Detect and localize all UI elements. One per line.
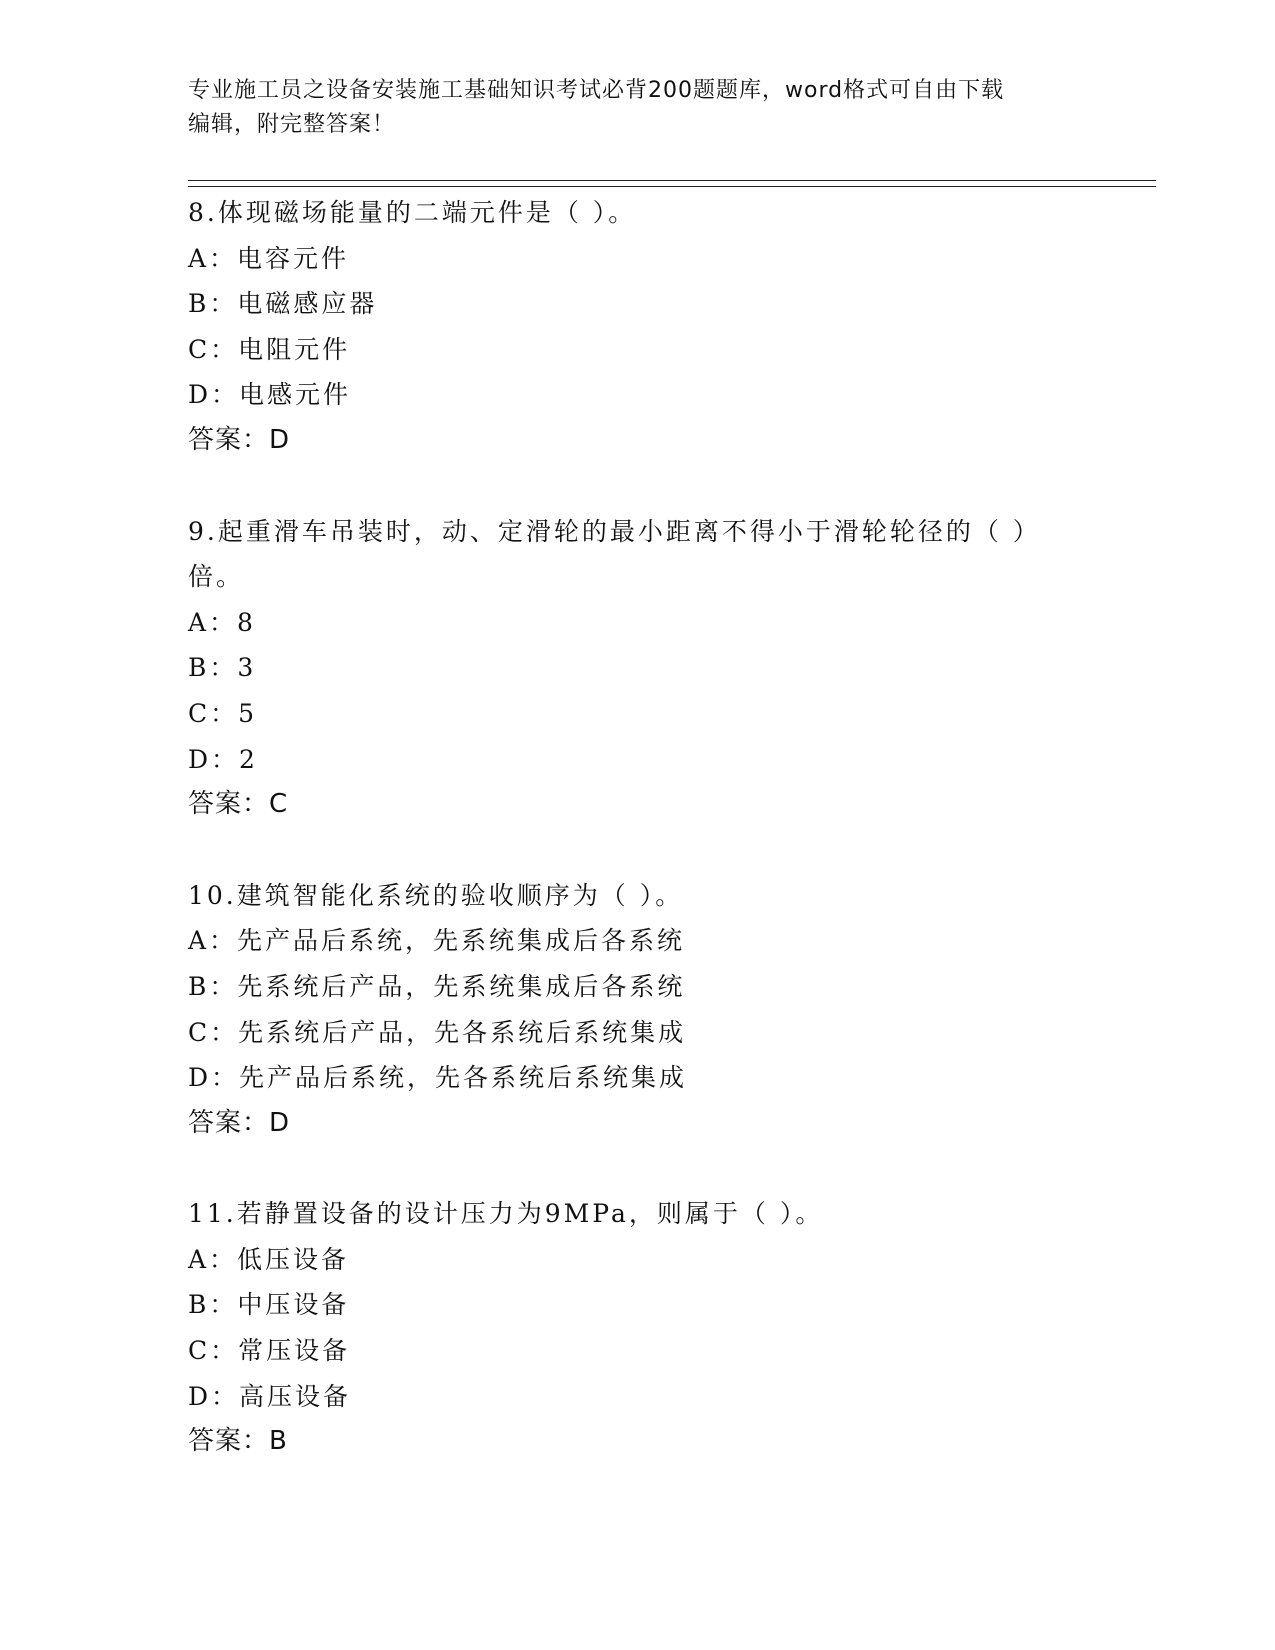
question-10 [188, 873, 1088, 1147]
option-b: B：中压设备 [188, 1290, 350, 1320]
option-c: C：电阻元件 [188, 334, 351, 364]
answer-line: 答案：D [188, 1107, 291, 1138]
option-d: D：先产品后系统，先各系统后系统集成 [188, 1063, 688, 1093]
option-b: B：电磁感应器 [188, 289, 378, 319]
header-line: 专业施工员之设备安装施工基础知识考试必背200题题库，word格式可自由下载 [188, 78, 1005, 103]
option-a: A：低压设备 [188, 1244, 350, 1274]
option-a: A：先产品后系统，先系统集成后各系统 [188, 926, 686, 956]
header-line: 编辑，附完整答案！ [188, 112, 396, 137]
question-8 [188, 190, 1088, 464]
option-c: C：5 [188, 698, 258, 728]
header-rule-bottom [188, 186, 1156, 187]
option-d: D：2 [188, 744, 258, 774]
option-b: B：先系统后产品，先系统集成后各系统 [188, 971, 686, 1001]
option-d: D：电感元件 [188, 380, 352, 410]
answer-line: 答案：B [188, 1426, 288, 1457]
question-stem: 8.体现磁场能量的二端元件是（ ）。 [188, 198, 637, 227]
answer-line: 答案：C [188, 789, 289, 820]
header-rule-top [188, 180, 1156, 181]
option-c: C：常压设备 [188, 1336, 351, 1366]
question-stem: 9.起重滑车吊装时，动、定滑轮的最小距离不得小于滑轮轮径的（ ） [188, 516, 1041, 546]
option-a: A：电容元件 [188, 243, 350, 273]
question-stem: 10.建筑智能化系统的验收顺序为（ ）。 [188, 880, 684, 910]
question-11 [188, 1191, 1088, 1465]
question-stem: 11.若静置设备的设计压力为9MPa，则属于（ ）。 [188, 1199, 824, 1229]
question-9 [188, 509, 1088, 828]
document-header [188, 74, 1088, 142]
option-d: D：高压设备 [188, 1381, 352, 1411]
option-a: A：8 [188, 607, 256, 637]
option-c: C：先系统后产品，先各系统后系统集成 [188, 1017, 687, 1047]
option-b: B：3 [188, 653, 257, 683]
question-stem-continued: 倍。 [188, 562, 245, 592]
question-list [188, 190, 1088, 1510]
answer-line: 答案：D [188, 424, 291, 455]
